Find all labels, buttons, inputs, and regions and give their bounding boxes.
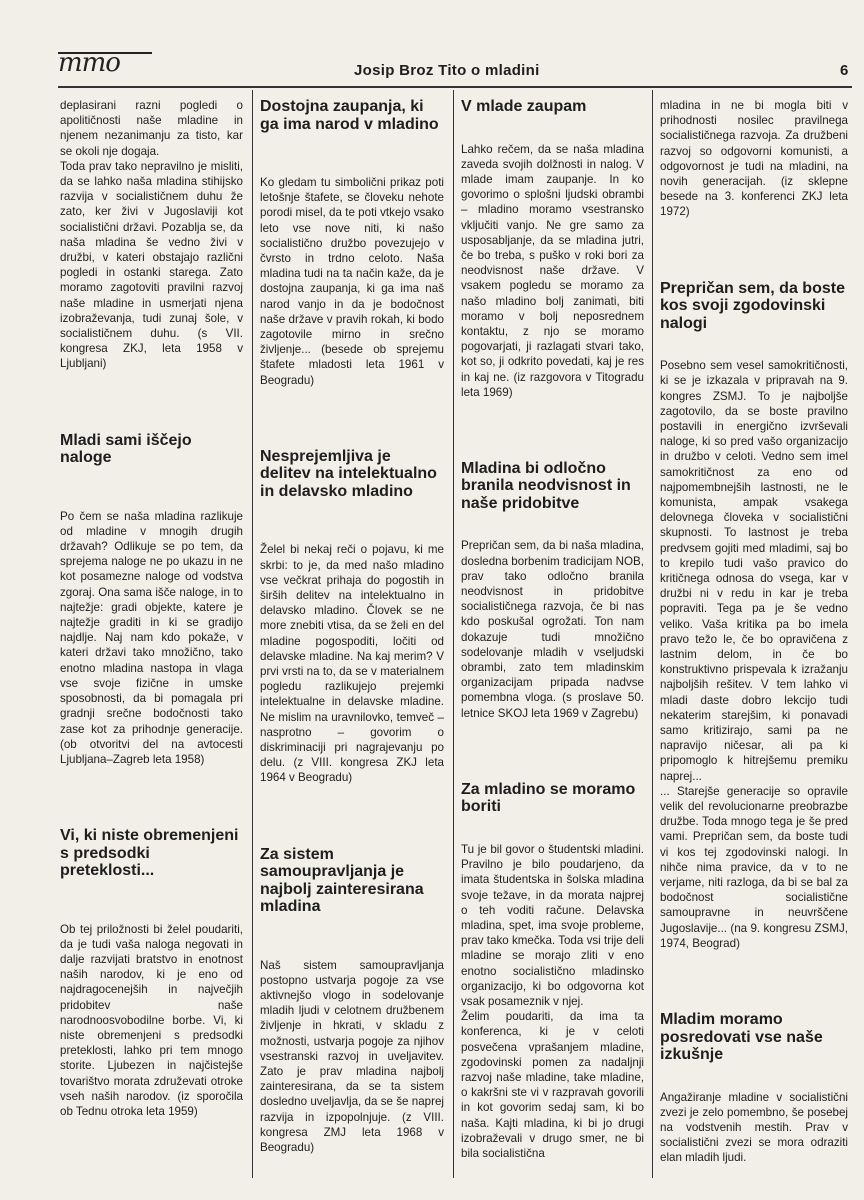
page-header-title: Josip Broz Tito o mladini (354, 62, 540, 79)
section-heading: Vi, ki niste obremenjeni s predsodki preteklosti... (60, 827, 239, 880)
column-divider (453, 90, 454, 1178)
column-3 (461, 98, 644, 1180)
paragraph: Toda prav tako nepravilno je misliti, da se lahko naša mladina stihijsko razvija v socialističnem duhu že zato, ker živi v Jugoslaviji kot socialistični državi. Pozablja se, da naša mladina še vedno živi v družbi, v kateri obstajajo različni pogledi in ostanki starega. Zato moramo zagotoviti pravilni razvoj naše mladine in usmerjati njena izobraževanja, tudi zunaj šole, v socialističnem duhu. (s VII. kongresa ZKJ, leta 1958 v Ljubljani) (60, 159, 243, 371)
paragraph: Angažiranje mladine v socialistični zvezi je zelo pomembno, še posebej na vodstvenih mestih. Prav v socialistični zvezi se mora odraziti elan mladih ljudi. (660, 1090, 848, 1165)
paragraph: Ko gledam tu simbolični prikaz poti letošnje štafete, se človeku nehote porodi misel, da te poti vtkejo vsako leto vse nove niti, ki našo socialistično družbo povezujejo v čvrsto in trdno celoto. Naša mladina tudi na ta način kaže, da je dostojna zaupanja, ki ga ima naš narod vanjo in da je bodočnost naše države v pravih rokah, ki bodo zagotovile mirno in srečno življenje... (besede ob sprejemu štafete mladosti leta 1961 v Beogradu) (260, 176, 444, 387)
page-number: 6 (840, 62, 849, 79)
section-heading: Nesprejemljiva je delitev na intelektualno in delavsko mladino (260, 447, 437, 500)
column-4 (660, 98, 848, 1180)
section-heading: Za sistem samoupravljanja je najbolj zainteresirana mladina (260, 845, 424, 916)
section-heading: Prepričan sem, da boste kos svoji zgodovinski nalogi (660, 279, 845, 332)
paragraph: Tu je bil govor o študentski mladini. Pravilno je bilo poudarjeno, da imata študentska in šolska mladina svoje težave, in da morata najprej o teh voditi račune. Delavska mladina, spet, ima svoje probleme, prav tako kmečka. Toda vsi trije deli mladine se morajo zliti v eno enotno socialistično mladinsko organizacijo, ki bo odgovorna kot vsak posameznik v njej. (461, 842, 644, 1008)
paragraph: ... Starejše generacije so opravile velik del revolucionarne preobrazbe družbe. Toda mnogo tega je še pred vami. Prepričan sem, da boste tudi vi kos tej zgodovinski nalogi. In nihče nima pravice, da v to ne verjame, niti razloga, da bi se bal za bodočnost socialistične samoupravne in neuvrščene Jugoslavije... (na 9. kongresu ZSMJ, 1974, Beograd) (660, 784, 848, 950)
section-heading: Mladim moramo posredovati vse naše izkušnje (660, 1011, 823, 1064)
paragraph: deplasirani razni pogledi o apolitičnosti naše mladine in njenem nezanimanju za tisto, kar se okoli nje dogaja. (60, 99, 243, 158)
paragraph: Želim poudariti, da ima ta konferenca, ki je v celoti posvečena vprašanjem mladine, zgodovinski pomen za nadaljnji razvoj naše mladine, take mladine, o kakršni ste vi v razpravah govorili in kot govorim sedaj sam, ki bo naša. Kajti mladina, ki bi jo drugi izobraževali v drugo smer, ne bi bila socialistična (461, 1010, 644, 1160)
paragraph: Ob tej priložnosti bi želel poudariti, da je tudi vaša naloga negovati in dalje razvijati bratstvo in enotnost naših narodov, ki je eno od najdragocenejših in največjih pridobitev naše narodnoosvobodilne borbe. Vi, ki niste obremenjeni s predsodki preteklosti, lahko pri tem mnogo storite. Ljubezen in najčistejše tovarištvo morata združevati otroke vseh naših narodov. (iz sporočila ob Tednu otroka leta 1959) (60, 922, 243, 1119)
paragraph: Naš sistem samoupravljanja postopno ustvarja pogoje za vse aktivnejšo vlogo in sodelovanje mladih ljudi v celotnem družbenem življenje in hkrati, v skladu z možnosti, ustvarja pogoje za njihov vsestranski razvoj in uveljavitev. Zato je prav mladina najbolj zainteresirana, da se ta sistem dosledno uveljavlja, da se še naprej razvija in izpopolnjuje. (z VIII. kongresa ZMJ leta 1968 v Beogradu) (260, 958, 444, 1155)
magazine-logo: mmo (58, 48, 120, 78)
column-divider (652, 90, 653, 1178)
section-heading: Dostojna zaupanja, ki ga ima narod v mladino (260, 98, 439, 133)
column-1 (60, 98, 243, 1180)
paragraph: mladina in ne bi mogla biti v prihodnosti nosilec pravilnega socialističnega razvoja. Za družbeni razvoj so odgovorni komunisti, a odgovornost je tudi na mladini, na novih generacijah. (iz sklepne besede na 3. konferenci ZKJ leta 1972) (660, 99, 848, 219)
column-divider (252, 90, 253, 1178)
section-heading: Mladi sami iščejo naloge (60, 431, 192, 467)
paragraph: Posebno sem vesel samokritičnosti, ki se je izkazala v pripravah na 9. kongres ZSMJ. To je najboljše zagotovilo, da se boste pravilno postavili in energično izvrševali naloge, ki so pred vašo organizacijo in družbo v celoti. Vedno sem imel samokritičnost za eno od najpomembnejših lastnosti, ne le komunista, ampak vsakega delovnega človeka v socialistični skupnosti. To lastnost je treba predvsem gojiti med mladimi, saj bo to krepilo tudi vašo pravico do kritičnega odnosa do vsega, kar v družbi ni v redu in kar je treba popraviti. Tega pa je še vedno veliko. Vaša kritika pa bo imela pravo težo le, če bo opravičena z lastnim delom, in če bo konstruktivno prispevala k izražanju najboljših rešitev. V tem lahko vi mladi daste dobro lekcijo tudi nekaterim starejšim, ki ponavadi samo kritizirajo, sami pa ne napravijo ničesar, ali pa ki pripomoglo k hitrejšemu premiku naprej... (660, 359, 848, 783)
section-heading: Za mladino se moramo boriti (461, 780, 636, 816)
header-rule (58, 86, 852, 88)
section-heading: Mladina bi odločno branila neodvisnost in naše pridobitve (461, 459, 631, 512)
paragraph: Prepričan sem, da bi naša mladina, dosledna borbenim tradicijam NOB, prav tako odločno branila neodvisnost in pridobitve socialističnega razvoja, če bi nas kdo poskušal ogrožati. Ton nam dokazuje tudi množično sodelovanje mladih v vseljudski obrambi, zato tem mladinskim organizacijam pripada nadvse pomembna vloga. (s proslave 50. letnice SKOJ leta 1969 v Zagrebu) (461, 539, 644, 720)
section-heading: V mlade zaupam (461, 98, 587, 115)
paragraph: Po čem se naša mladina razlikuje od mladine v mnogih drugih državah? Odlikuje se po tem, da sprejema naloge ne po ukazu in ne kot posamezne naloge od vodstva zgoraj. Ona sama išče naloge, in to najtežje: gradi objekte, katere je najtežje graditi in ki se gradijo najdlje. Naj nam kdo pokaže, v kateri državi tako množično, tako enotno mladina nastopa in vlaga vse svoje fizične in umske sposobnosti, da bi pomagala pri gradnji srečne bodočnosti tako zase kot za prihodnje generacije. (ob otvoritvi del na avtocesti Ljubljana–Zagreb leta 1958) (60, 509, 243, 766)
column-2 (260, 98, 444, 1180)
paragraph: Želel bi nekaj reči o pojavu, ki me skrbi: to je, da med našo mladino vse večkrat prihaja do pogostih in širših delitev na intelektualno in delavsko mladino. Človek se ne more znebiti vtisa, da se želi en del mladine pogospoditi, ločiti od delavske mladine. Na kaj merim? V prvi vrsti na to, da se v materialnem pogledu razlikujejo prejemki intelektualne in delavske mladine. Ne mislim na uravnilovko, temveč – nasprotno – govorim o diskriminaciji pri nagrajevanju po delu. (z VIII. kongresa ZKJ leta 1964 v Beogradu) (260, 543, 444, 785)
paragraph: Lahko rečem, da se naša mladina zaveda svojih dolžnosti in nalog. V mlade imam zaupanje. In ko govorimo o splošni ljudski obrambi – mladino moramo vsestransko vključiti vanjo. Ne gre samo za usposabljanje, da se mladina jutri, če bo treba, s puško v roki bori za neodvisnost naše države. V vsakem pogledu se moramo za našo mladino bolj zanimati, biti moramo v bolj neposrednem kontaktu, z njo se moramo pogovarjati, ji razlagati stvari tako, kot so, ji odkrito povedati, kaj je res in kaj ne. (iz razgovora v Titogradu leta 1969) (461, 142, 644, 399)
